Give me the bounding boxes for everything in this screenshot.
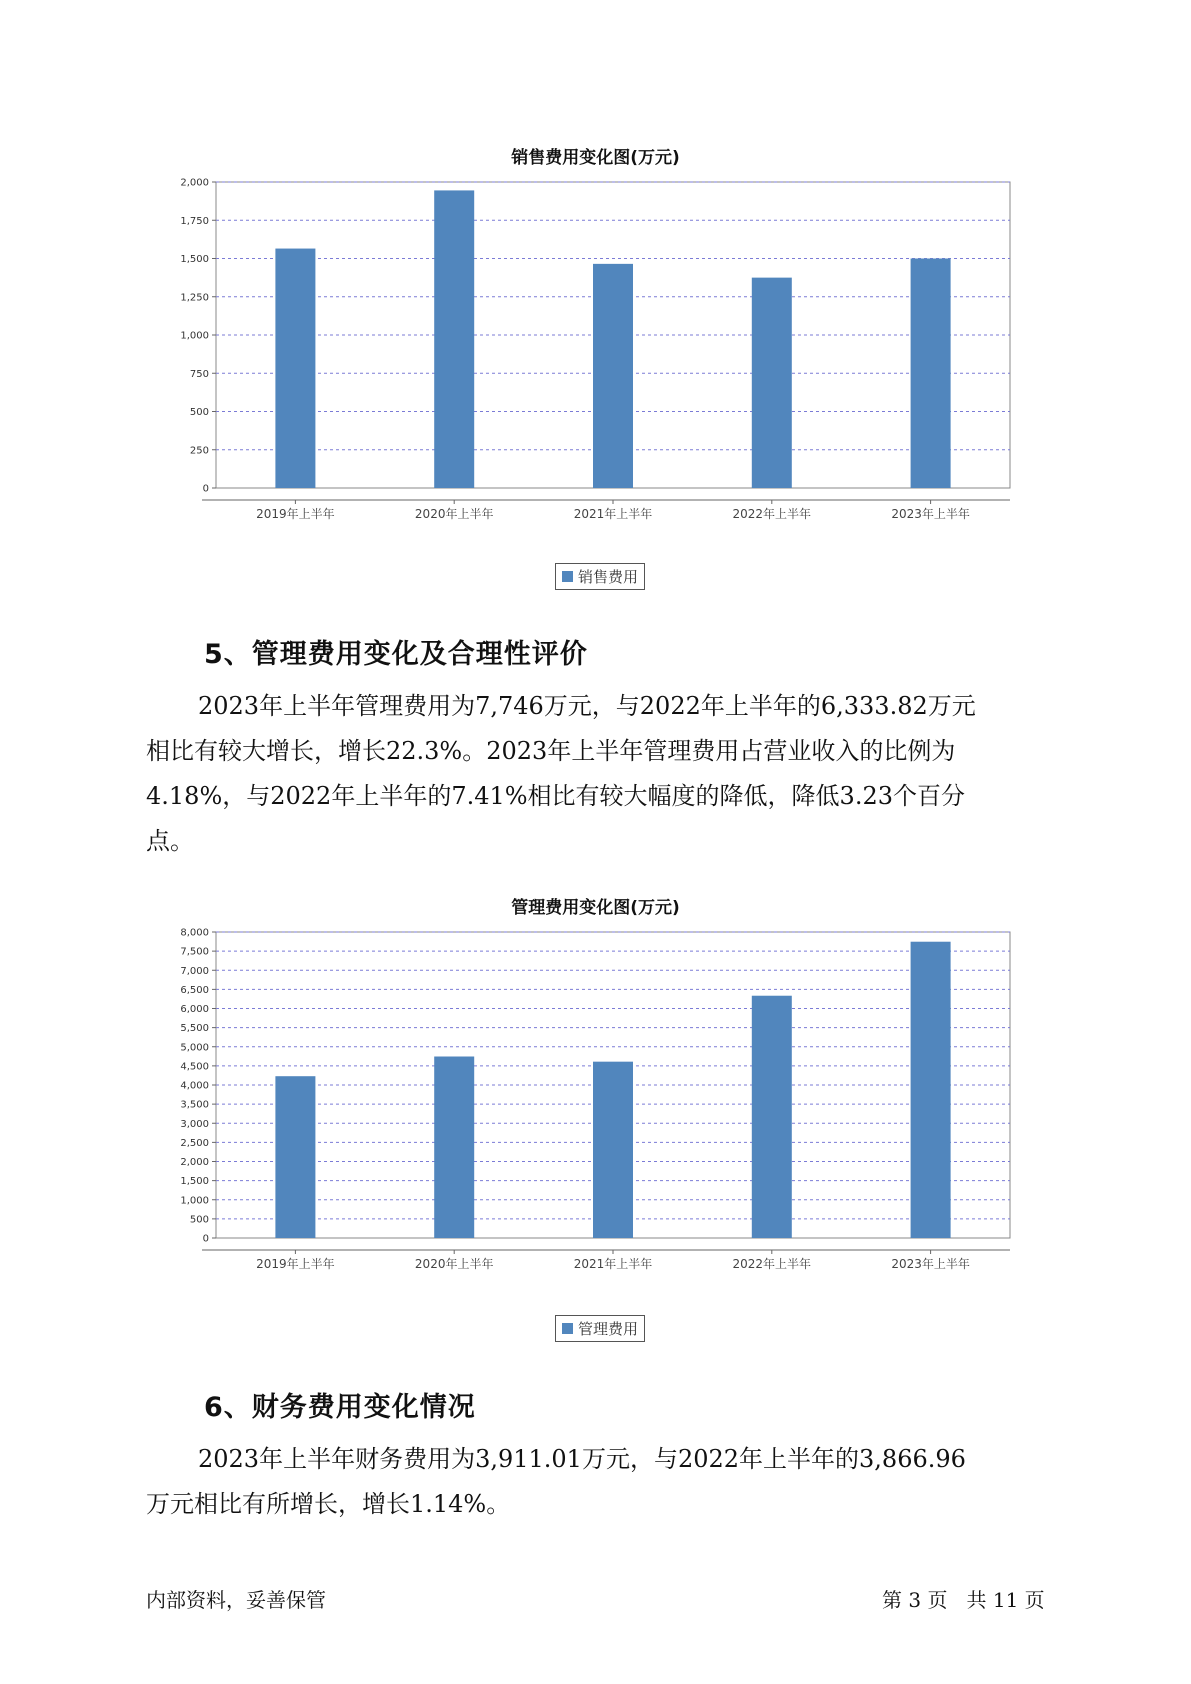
y-tick-label: 750 (189, 368, 209, 380)
y-tick-label: 1,500 (180, 254, 209, 265)
x-tick-label: 2021年上半年 (573, 507, 653, 521)
x-tick-label: 2020年上半年 (414, 1257, 494, 1271)
y-tick-label: 1,500 (180, 1176, 209, 1188)
y-tick-label: 3,000 (180, 1118, 209, 1130)
y-tick-label: 5,000 (180, 1042, 209, 1054)
paragraph-line: 2023年上半年财务费用为3,911.01万元，与2022年上半年的3,866.96 (198, 1445, 966, 1473)
chart-1-title: 销售费用变化图(万元) (511, 148, 680, 168)
section-6-heading: 6、财务费用变化情况 (204, 1392, 476, 1423)
sales-expense-chart (160, 170, 1020, 530)
bar (275, 1076, 315, 1238)
x-tick-label: 2023年上半年 (891, 507, 970, 521)
paragraph-line: 万元相比有所增长，增长1.14%。 (146, 1490, 511, 1518)
x-tick-label: 2019年上半年 (256, 507, 335, 521)
y-tick-label: 3,500 (180, 1099, 209, 1111)
bar (911, 259, 951, 489)
chart-2-legend (555, 1315, 645, 1342)
y-tick-label: 6,500 (180, 984, 209, 996)
admin-expense-chart (160, 920, 1020, 1280)
y-tick-label: 4,500 (180, 1061, 209, 1073)
y-tick-label: 500 (189, 407, 209, 418)
y-tick-label: 1,750 (180, 215, 209, 227)
x-tick-label: 2023年上半年 (891, 1257, 970, 1271)
bar (752, 278, 792, 488)
y-tick-label: 0 (202, 1233, 209, 1245)
legend-swatch (562, 571, 573, 582)
y-tick-label: 5,500 (180, 1023, 209, 1035)
y-tick-label: 1,000 (180, 330, 209, 342)
bar (911, 942, 951, 1238)
y-tick-label: 0 (202, 483, 209, 495)
bar (593, 264, 633, 488)
x-tick-label: 2019年上半年 (256, 1257, 335, 1271)
section-6-paragraph (146, 1437, 1066, 1527)
bar (275, 249, 315, 488)
y-tick-label: 250 (189, 445, 209, 457)
paragraph-line: 相比有较大增长，增长22.3%。2023年上半年管理费用占营业收入的比例为 (146, 737, 956, 765)
section-5-paragraph (146, 684, 1066, 864)
y-tick-label: 500 (189, 1214, 209, 1226)
bar (434, 190, 474, 488)
y-tick-label: 2,000 (180, 177, 209, 189)
paragraph-line: 2023年上半年管理费用为7,746万元，与2022年上半年的6,333.82万元 (198, 692, 976, 720)
y-tick-label: 4,000 (180, 1080, 209, 1092)
section-5-heading: 5、管理费用变化及合理性评价 (204, 639, 588, 670)
paragraph-line: 4.18%，与2022年上半年的7.41%相比有较大幅度的降低，降低3.23个百分 (146, 782, 965, 810)
y-tick-label: 8,000 (180, 927, 209, 939)
chart-1-legend (555, 563, 645, 590)
y-tick-label: 7,500 (180, 946, 209, 958)
legend-label: 销售费用 (578, 568, 639, 586)
x-tick-label: 2022年上半年 (732, 1257, 812, 1271)
paragraph-line: 点。 (146, 827, 194, 855)
y-tick-label: 7,000 (180, 965, 209, 977)
chart-2-title: 管理费用变化图(万元) (511, 898, 680, 918)
y-tick-label: 1,000 (180, 1195, 209, 1207)
bar (593, 1062, 633, 1238)
legend-swatch (562, 1323, 573, 1334)
y-tick-label: 2,500 (180, 1137, 209, 1149)
bar (752, 996, 792, 1238)
y-tick-label: 6,000 (180, 1004, 209, 1015)
legend-label: 管理费用 (578, 1320, 639, 1338)
x-tick-label: 2020年上半年 (414, 507, 494, 521)
y-tick-label: 2,000 (180, 1157, 209, 1168)
footer-confidential: 内部资料，妥善保管 (146, 1588, 326, 1612)
x-tick-label: 2021年上半年 (573, 1257, 653, 1271)
x-tick-label: 2022年上半年 (732, 507, 812, 521)
footer-page-number: 第 3 页 共 11 页 (882, 1588, 1045, 1612)
bar (434, 1057, 474, 1238)
y-tick-label: 1,250 (180, 292, 209, 304)
